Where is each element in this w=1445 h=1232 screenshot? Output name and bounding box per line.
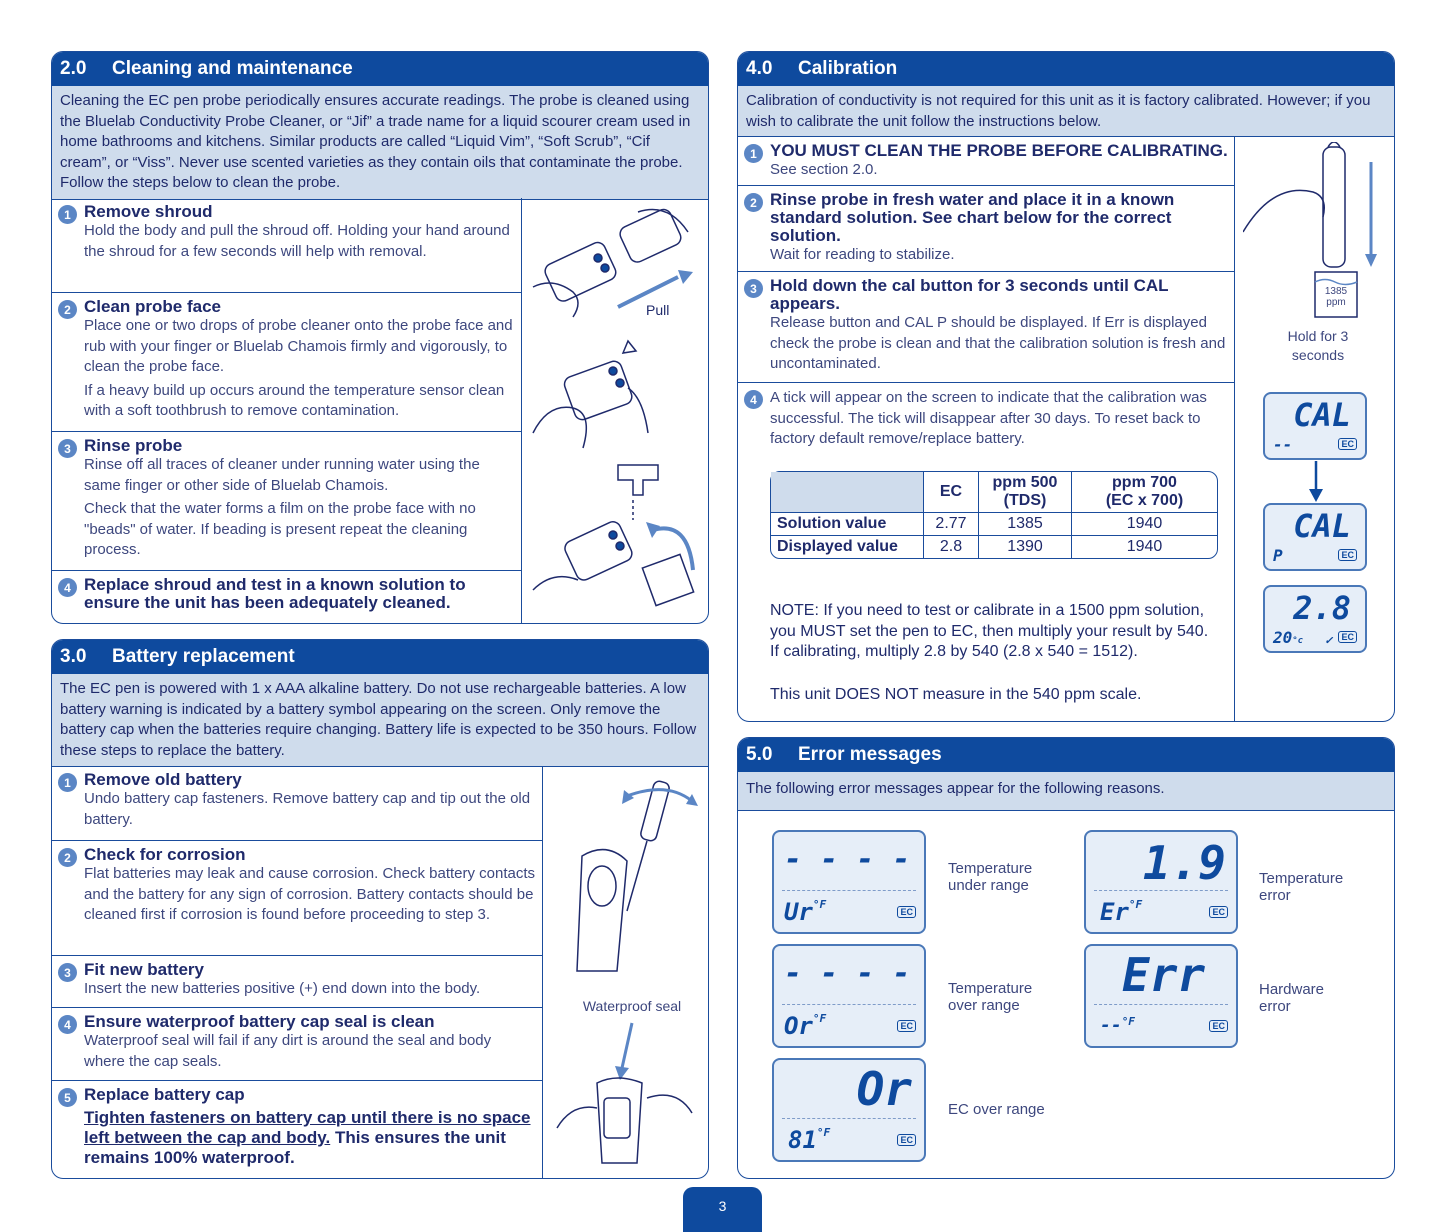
lcd-small-reading: $Or^{^\circ F}$ bbox=[784, 1012, 827, 1040]
ec-badge: EC bbox=[1338, 438, 1357, 450]
lcd-error-ec-or bbox=[772, 1058, 926, 1162]
step-title: Hold down the cal button for 3 seconds until CAL appears. bbox=[770, 276, 1169, 313]
step-title: Check for corrosion bbox=[84, 845, 246, 864]
remove-shroud-illustration bbox=[528, 202, 703, 322]
table-cell: 2.77 bbox=[924, 513, 979, 536]
table-header-cell: ppm 700 (EC x 700) bbox=[1072, 472, 1217, 513]
step-number: 2 bbox=[58, 848, 77, 867]
beaker-label: 1385 ppm bbox=[1324, 286, 1348, 308]
step-title: Rinse probe in fresh water and place it in a known standard solution. See chart below for the correct solution. bbox=[770, 190, 1175, 245]
section-errors bbox=[737, 737, 1395, 1179]
section-number: 2.0 bbox=[60, 58, 87, 79]
section-intro: Cleaning the EC pen probe periodically ensures accurate readings. The probe is cleaned using the Bluelab Conductivity Probe Cleaner, or “Jif” a trade name for a liquid scourer cream used in home bathrooms and kitchens. Similar products are called “Liquid Vim”, “Soft Scrub”, “Cif cream”, or “Viss”. Never use scented varieties as they contain oils that contaminate the probe. Follow the steps below to clean the probe. bbox=[52, 86, 708, 200]
table-row bbox=[771, 536, 1217, 558]
ec-badge: EC bbox=[1209, 1020, 1228, 1032]
ec-badge: EC bbox=[1338, 549, 1357, 561]
section-cleaning bbox=[51, 51, 709, 624]
step-title: Replace shroud and test in a known solution to ensure the unit has been adequately cleaned. bbox=[84, 575, 466, 612]
lcd-cal-display bbox=[1263, 392, 1367, 460]
waterproof-seal-label: Waterproof seal bbox=[582, 998, 682, 1014]
lcd-small-reading: $Ur^{^\circ F}$ bbox=[784, 898, 827, 926]
divider bbox=[521, 198, 522, 623]
table-cell: Displayed value bbox=[771, 536, 924, 558]
battery-cap-illustration bbox=[552, 1018, 702, 1173]
step-text: See section 2.0. bbox=[770, 161, 878, 178]
section-intro: Calibration of conductivity is not required for this unit as it is factory calibrated. However; if you wish to calibrate the unit follow the instructions below. bbox=[738, 86, 1394, 137]
step-number: 4 bbox=[744, 390, 763, 409]
section-header bbox=[52, 640, 708, 674]
section-title: Cleaning and maintenance bbox=[112, 58, 353, 79]
divider bbox=[1234, 137, 1235, 721]
tick-icon: ✓ bbox=[1325, 633, 1333, 647]
rinse-probe-illustration bbox=[528, 460, 703, 620]
step-title: Remove old battery bbox=[84, 770, 242, 789]
step-text: Place one or two drops of probe cleaner onto the probe face and rub with your finger or Bluelab Chamois firmly and vigorously, to clean the probe face. bbox=[84, 317, 513, 375]
hold-label: Hold for 3 seconds bbox=[1287, 328, 1349, 363]
step-number: 2 bbox=[744, 193, 763, 212]
step-title: Clean probe face bbox=[84, 297, 221, 316]
section-title: Error messages bbox=[798, 744, 942, 765]
step-text: Hold the body and pull the shroud off. Holding your hand around the shroud for a few seconds will help with removal. bbox=[84, 222, 510, 260]
step-2 bbox=[738, 186, 1234, 272]
section-intro: The EC pen is powered with 1 x AAA alkaline battery. Do not use rechargeable batteries. A low battery warning is indicated by a battery symbol appearing on the screen. Only remove the battery cap when the batteries require changing. Battery life is expected to be 350 hours. Follow these steps to replace the battery. bbox=[52, 674, 708, 767]
error-label: Temperature error bbox=[1259, 870, 1344, 904]
calibration-note: NOTE: If you need to test or calibrate in a 1500 ppm solution, you MUST set the pen to EC, then multiply your result by 540. If calibrating, multiply 2.8 by 540 (2.8 x 540 = 1512). bbox=[770, 602, 1209, 660]
step-3 bbox=[738, 272, 1234, 383]
section-title: Calibration bbox=[798, 58, 898, 79]
step-text: Wait for reading to stabilize. bbox=[770, 246, 955, 263]
step-text: Waterproof seal will fail if any dirt is around the seal and body where the cap seals. bbox=[84, 1032, 492, 1070]
probe-in-solution-illustration bbox=[1243, 142, 1388, 332]
step-5 bbox=[52, 1081, 542, 1178]
table-cell: 1390 bbox=[979, 536, 1072, 558]
step-text: Release button and CAL P should be displayed. If Err is displayed check the probe is clean and that the calibration solution is fresh and uncontaminated. bbox=[770, 314, 1226, 372]
table-header-cell: EC bbox=[924, 472, 979, 513]
steps-area bbox=[52, 198, 708, 623]
step-number: 1 bbox=[744, 144, 763, 163]
step-title: Fit new battery bbox=[84, 960, 204, 979]
steps-area bbox=[738, 137, 1394, 721]
ec-badge: EC bbox=[1338, 631, 1357, 643]
lcd-small-reading: 20°c bbox=[1273, 628, 1304, 647]
step-3 bbox=[52, 956, 542, 1008]
lcd-main-reading: 1.9 bbox=[1142, 836, 1226, 890]
section-header bbox=[52, 52, 708, 86]
step-2 bbox=[52, 841, 542, 956]
ec-badge: EC bbox=[1209, 906, 1228, 918]
lcd-error-or bbox=[772, 944, 926, 1048]
step-text: Insert the new batteries positive (+) end down into the body. bbox=[84, 980, 481, 997]
lcd-small-reading: --$^{^\circ F}$ bbox=[1100, 1015, 1135, 1036]
lcd-main-reading: Or bbox=[856, 1062, 912, 1116]
step-number: 4 bbox=[58, 1015, 77, 1034]
lcd-main-reading: CAL bbox=[1293, 507, 1351, 545]
lcd-error-ur bbox=[772, 830, 926, 934]
lcd-small-reading: $81^{^\circ F}$ bbox=[788, 1126, 831, 1154]
section-intro: The following error messages appear for the following reasons. bbox=[738, 772, 1394, 811]
section-battery bbox=[51, 639, 709, 1179]
step-text: Undo battery cap fasteners. Remove battery cap and tip out the old battery. bbox=[84, 790, 531, 828]
page-number: 3 bbox=[683, 1187, 762, 1232]
table-cell: 1940 bbox=[1126, 538, 1163, 555]
step-title: Remove shroud bbox=[84, 202, 213, 221]
error-label: EC over range bbox=[948, 1101, 1045, 1118]
lcd-main-reading: - - - - bbox=[784, 956, 911, 991]
error-label: Hardware error bbox=[1259, 981, 1325, 1015]
step-4 bbox=[52, 571, 521, 623]
step-number: 3 bbox=[744, 279, 763, 298]
section-header bbox=[738, 738, 1394, 772]
step-text: If a heavy build up occurs around the temperature sensor clean with a soft toothbrush to remove contamination. bbox=[84, 381, 505, 419]
lcd-main-reading: - - - - bbox=[784, 842, 911, 877]
step-number: 3 bbox=[58, 963, 77, 982]
table-cell: 2.8 bbox=[924, 536, 979, 558]
lcd-cal-p-display bbox=[1263, 503, 1367, 571]
step-2 bbox=[52, 293, 521, 432]
step-text: Rinse off all traces of cleaner under running water using the same finger or other side of Bluelab Chamois. bbox=[84, 456, 480, 494]
lcd-small-reading: -- bbox=[1273, 435, 1293, 454]
lcd-main-reading: Err bbox=[1122, 948, 1206, 1002]
error-label: Temperature over range bbox=[948, 980, 1033, 1014]
ec-badge: EC bbox=[897, 1020, 916, 1032]
ec-badge: EC bbox=[897, 906, 916, 918]
step-text: This ensures the unit remains 100% waterproof. bbox=[84, 1128, 506, 1167]
error-label: Temperature under range bbox=[948, 860, 1033, 894]
step-3 bbox=[52, 432, 521, 571]
step-title: Ensure waterproof battery cap seal is clean bbox=[84, 1012, 435, 1031]
step-1 bbox=[52, 198, 521, 293]
divider bbox=[542, 766, 543, 1178]
step-title: YOU MUST CLEAN THE PROBE BEFORE CALIBRATING. bbox=[770, 141, 1228, 160]
table-header-cell bbox=[771, 472, 924, 513]
calibration-note-2: This unit DOES NOT measure in the 540 ppm scale. bbox=[770, 686, 1142, 703]
lcd-reading-display bbox=[1263, 585, 1367, 653]
step-number: 4 bbox=[58, 578, 77, 597]
section-number: 5.0 bbox=[746, 744, 773, 765]
screwdriver-illustration bbox=[552, 776, 702, 976]
pull-label: Pull bbox=[646, 302, 670, 318]
arrow-down-icon bbox=[1306, 461, 1326, 503]
table-cell: 1385 bbox=[979, 513, 1072, 536]
steps-area bbox=[52, 766, 708, 1178]
lcd-error-err bbox=[1084, 944, 1238, 1048]
table-row bbox=[771, 513, 1217, 536]
lcd-small-reading: P bbox=[1273, 546, 1283, 565]
step-text: Check that the water forms a film on the probe face with no "beads" of water. If beading is present repeat the cleaning process. bbox=[84, 500, 476, 558]
calibration-table bbox=[770, 471, 1218, 559]
table-cell: 1940 bbox=[1072, 513, 1217, 536]
step-1 bbox=[52, 766, 542, 841]
step-number: 1 bbox=[58, 773, 77, 792]
step-number: 5 bbox=[58, 1088, 77, 1107]
step-4 bbox=[52, 1008, 542, 1081]
step-title: Replace battery cap bbox=[84, 1085, 245, 1104]
step-text: A tick will appear on the screen to indicate that the calibration was successful. The tick will disappear after 30 days. To reset back to factory default remove/replace battery. bbox=[770, 389, 1207, 447]
step-text: Flat batteries may leak and cause corrosion. Check battery contacts and the battery for any sign of corrosion. Battery contacts should be cleaned first if corrosion is found before proceeding to step 3. bbox=[84, 865, 536, 923]
section-calibration bbox=[737, 51, 1395, 722]
step-number: 2 bbox=[58, 300, 77, 319]
step-1 bbox=[738, 137, 1234, 186]
section-number: 4.0 bbox=[746, 58, 773, 79]
table-cell: Solution value bbox=[771, 513, 924, 536]
table-header-row bbox=[771, 472, 1217, 513]
step-number: 3 bbox=[58, 439, 77, 458]
section-number: 3.0 bbox=[60, 646, 87, 667]
step-title: Rinse probe bbox=[84, 436, 183, 455]
lcd-small-reading: $Er^{^\circ F}$ bbox=[1100, 898, 1143, 926]
clean-face-illustration bbox=[528, 338, 703, 458]
lcd-main-reading: 2.8 bbox=[1293, 589, 1351, 627]
step-emphasis: Tighten fasteners on battery cap until there is no space left between the cap and body. bbox=[84, 1108, 531, 1147]
table-header-cell: ppm 500 (TDS) bbox=[979, 472, 1072, 513]
section-title: Battery replacement bbox=[112, 646, 295, 667]
section-header bbox=[738, 52, 1394, 86]
ec-badge: EC bbox=[897, 1134, 916, 1146]
lcd-main-reading: CAL bbox=[1293, 396, 1351, 434]
lcd-error-er bbox=[1084, 830, 1238, 934]
step-number: 1 bbox=[58, 205, 77, 224]
